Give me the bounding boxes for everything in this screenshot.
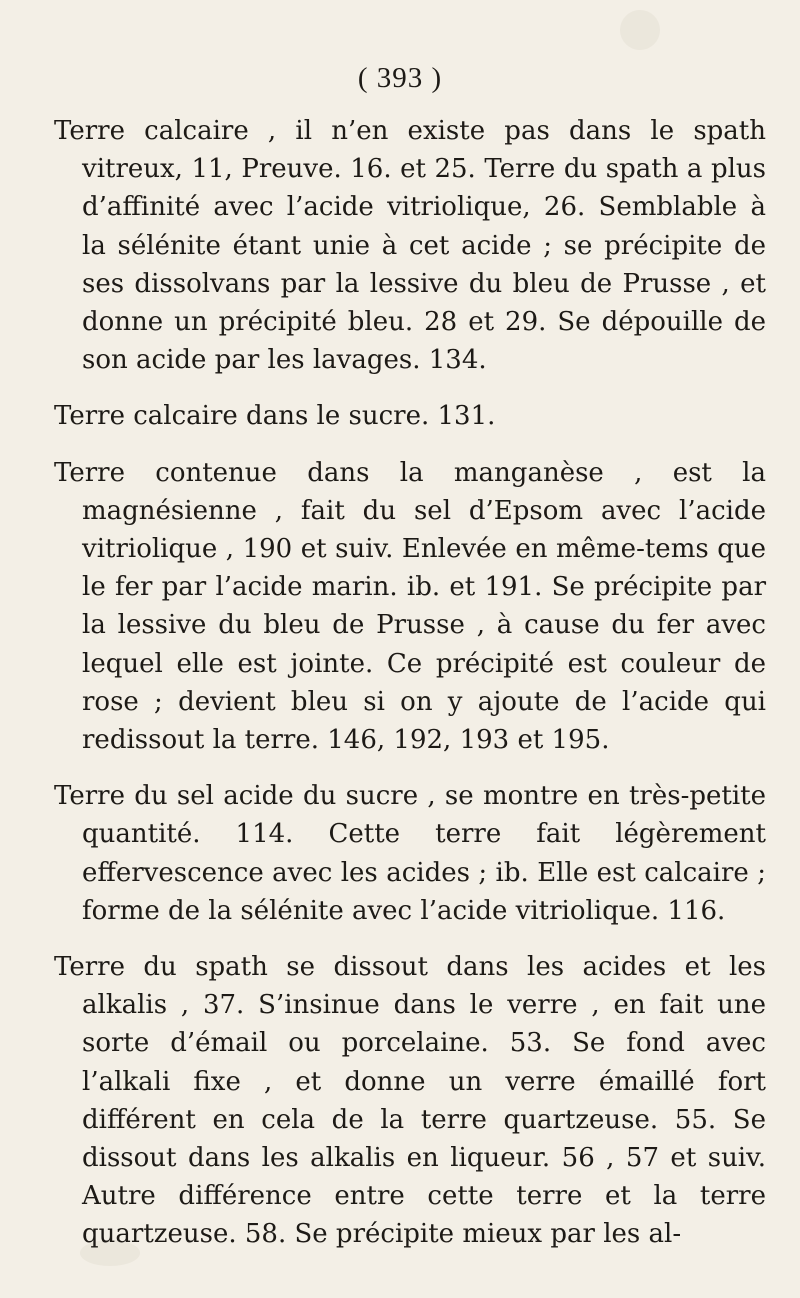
- index-entry-calcaire-sucre: Terre calcaire dans le sucre. 131.: [54, 401, 496, 432]
- index-entries: [54, 112, 766, 1254]
- index-entry-sel-acide-sucre: Terre du sel acide du sucre , se montre en très-petite quantité. 114. Cette terre fait légèrement effervescence avec les acides ; ib. Elle est calcaire ; forme de la sélénite avec l’acide vitriolique. 116.: [54, 781, 766, 926]
- index-entry-manganese: Terre contenue dans la manganèse , est la magnésienne , fait du sel d’Epsom avec l’acide vitriolique , 190 et suiv. Enlevée en même-tems que le fer par l’acide marin. ib. et 191. Se précipite par la lessive du bleu de Prusse , à cause du fer avec lequel elle est jointe. Ce précipité est couleur de rose ; devient bleu si on y ajoute de l’acide qui redissout la terre. 146, 192, 193 et 195.: [54, 457, 766, 756]
- page-number: ( 393 ): [357, 62, 443, 94]
- paper-stain: [620, 10, 660, 50]
- index-entry-spath-acides: Terre du spath se dissout dans les acides et les alkalis , 37. S’insinue dans le verre , en fait une sorte d’émail ou porcelaine. 53. Se fond avec l’alkali fixe , et donne un verre émaillé fort différent en cela de la terre quartzeuse. 55. Se dissout dans les alkalis en liqueur. 56 , 57 et suiv. Autre différence entre cette terre et la terre quartzeuse. 58. Se précipite mieux par les al-: [54, 952, 766, 1250]
- index-entry-calcaire-spath: Terre calcaire , il n’en existe pas dans le spath vitreux, 11, Preuve. 16. et 25. Terre du spath a plus d’affinité avec l’acide vitriolique, 26. Semblable à la sélénite étant unie à cet acide ; se précipite de ses dissolvans par la lessive du bleu de Prusse , et donne un précipité bleu. 28 et 29. Se dépouille de son acide par les lavages. 134.: [54, 116, 766, 376]
